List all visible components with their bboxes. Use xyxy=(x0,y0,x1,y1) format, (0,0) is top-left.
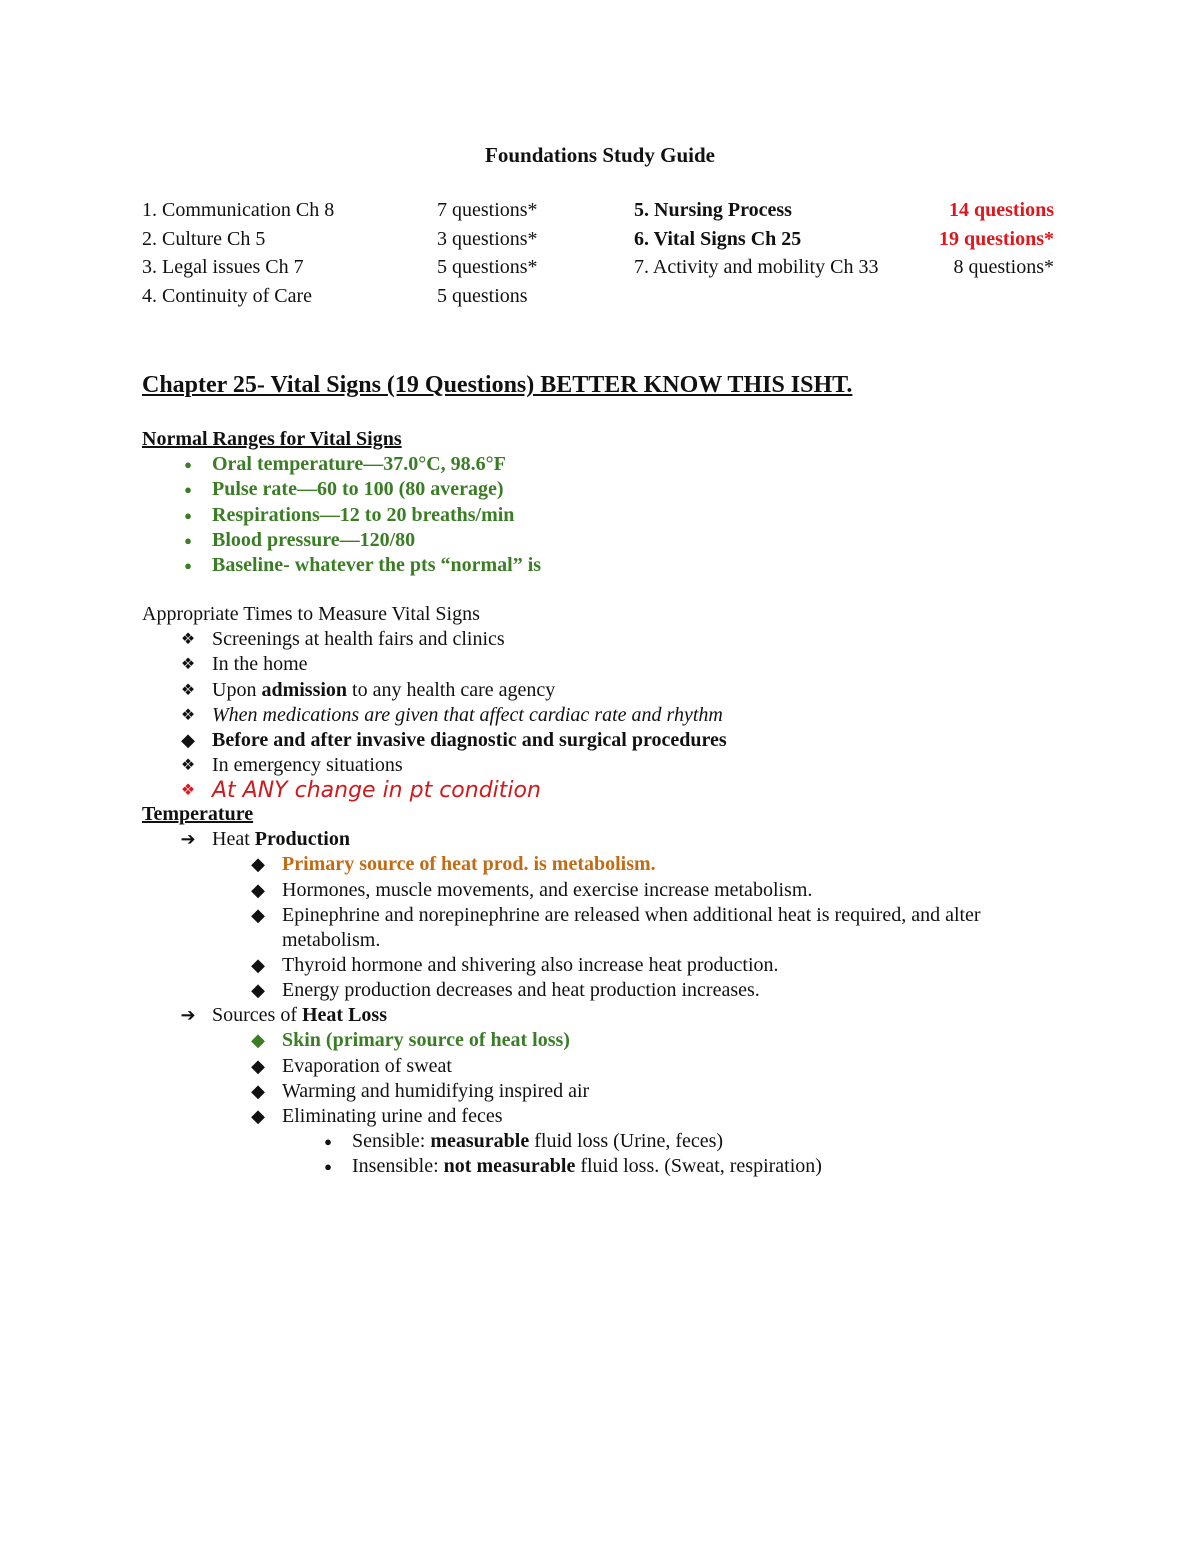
toc-item-label: 4. Continuity of Care xyxy=(142,284,312,307)
diamond-bullet-icon: ◆ xyxy=(251,904,265,925)
diamond-bullet-icon: ◆ xyxy=(251,854,265,875)
section-heading: Normal Ranges for Vital Signs xyxy=(142,428,402,450)
question-count-table xyxy=(142,198,1082,312)
section-heading: Temperature xyxy=(142,803,254,825)
list-item: ◆ Eliminating urine and feces xyxy=(142,1104,1102,1129)
list-item: ● Insensible: not measurable fluid loss. (Sweat, respiration) xyxy=(142,1154,1102,1179)
toc-item-count: 8 questions* xyxy=(953,256,1054,278)
diamond-bullet-icon: ◆ xyxy=(251,954,265,975)
list-item: ❖ When medications are given that affect cardiac rate and rhythm xyxy=(142,703,1102,728)
arrow-right-icon: ➔ xyxy=(180,1005,196,1026)
list-item: ❖ Screenings at health fairs and clinics xyxy=(142,627,1102,652)
bullet-dot-icon: ● xyxy=(184,507,192,523)
diamond-bullet-icon: ◆ xyxy=(251,979,265,1000)
list-item: ◆ Before and after invasive diagnostic and surgical procedures xyxy=(142,728,1102,753)
toc-item-label: 6. Vital Signs Ch 25 xyxy=(634,227,802,250)
list-item: ● Oral temperature—37.0°C, 98.6°F xyxy=(142,452,1102,477)
list-item: ◆ Warming and humidifying inspired air xyxy=(142,1079,1102,1104)
list-item: ◆ Hormones, muscle movements, and exercise increase metabolism. xyxy=(142,878,1102,903)
toc-row xyxy=(142,198,1082,227)
bullet-dot-icon: ● xyxy=(324,1159,332,1175)
toc-item-count: 19 questions* xyxy=(938,227,1054,250)
list-item: ◆ Evaporation of sweat xyxy=(142,1054,1102,1079)
toc-item-label: 2. Culture Ch 5 xyxy=(142,227,266,250)
normal-ranges-section xyxy=(142,427,1102,578)
list-item: ◆ Primary source of heat prod. is metabolism. xyxy=(142,852,1102,877)
diamond-bullet-icon: ◆ xyxy=(251,1105,265,1126)
toc-item-count: 5 questions* xyxy=(437,256,538,278)
list-item: ❖ In the home xyxy=(142,652,1102,677)
toc-item-count: 7 questions* xyxy=(437,199,538,221)
list-item: ● Blood pressure—120/80 xyxy=(142,528,1102,553)
diamond-bullet-icon: ◆ xyxy=(181,729,195,750)
diamond-bullet-icon: ◆ xyxy=(251,879,265,900)
bullet-dot-icon: ● xyxy=(184,482,192,498)
list-item: ❖ In emergency situations xyxy=(142,753,1102,778)
list-item: ● Pulse rate—60 to 100 (80 average) xyxy=(142,477,1102,502)
list-item: ◆ Energy production decreases and heat production increases. xyxy=(142,978,1102,1003)
list-item: ◆ Epinephrine and norepinephrine are released when additional heat is required, and alter metabolism. xyxy=(142,903,1102,953)
four-star-bullet-icon: ❖ xyxy=(180,681,196,699)
temperature-section xyxy=(142,802,1102,1179)
bullet-dot-icon: ● xyxy=(324,1134,332,1150)
toc-item-count: 3 questions* xyxy=(437,227,538,250)
toc-item-label: 3. Legal issues Ch 7 xyxy=(142,256,304,278)
section-heading: Appropriate Times to Measure Vital Signs xyxy=(142,603,480,625)
diamond-bullet-icon: ◆ xyxy=(251,1055,265,1076)
four-star-bullet-icon: ❖ xyxy=(180,656,196,674)
toc-row xyxy=(142,284,1082,313)
list-item: ● Baseline- whatever the pts “normal” is xyxy=(142,553,1102,578)
toc-item-count: 14 questions xyxy=(948,199,1054,221)
toc-row xyxy=(142,227,1082,256)
list-item: ◆ Thyroid hormone and shivering also increase heat production. xyxy=(142,953,1102,978)
list-item: ◆ Skin (primary source of heat loss) xyxy=(142,1028,1102,1053)
four-star-bullet-icon: ❖ xyxy=(180,757,196,775)
toc-row xyxy=(142,255,1082,284)
diamond-bullet-icon: ◆ xyxy=(251,1030,265,1051)
appropriate-times-section xyxy=(142,602,1102,804)
document-title: Foundations Study Guide xyxy=(485,143,715,167)
bullet-dot-icon: ● xyxy=(184,457,192,473)
list-item: ● Sensible: measurable fluid loss (Urine, feces) xyxy=(142,1129,1102,1154)
toc-item-label: 5. Nursing Process xyxy=(634,199,792,221)
list-item: ➔ Sources of Heat Loss xyxy=(142,1003,1102,1028)
four-star-bullet-icon: ❖ xyxy=(180,631,196,649)
four-star-bullet-icon: ❖ xyxy=(180,782,196,800)
four-star-bullet-icon: ❖ xyxy=(180,706,196,724)
list-item: ❖ Upon admission to any health care agency xyxy=(142,678,1102,703)
list-item: ❖ At ANY change in pt condition xyxy=(142,778,1102,803)
chapter-heading: Chapter 25- Vital Signs (19 Questions) BETTER KNOW THIS ISHT. xyxy=(142,372,853,398)
toc-item-label: 7. Activity and mobility Ch 33 xyxy=(634,256,879,278)
bullet-dot-icon: ● xyxy=(184,532,192,548)
bullet-dot-icon: ● xyxy=(184,557,192,573)
toc-item-count: 5 questions xyxy=(437,284,528,307)
diamond-bullet-icon: ◆ xyxy=(251,1080,265,1101)
toc-item-label: 1. Communication Ch 8 xyxy=(142,199,335,221)
arrow-right-icon: ➔ xyxy=(180,829,196,850)
list-item: ● Respirations—12 to 20 breaths/min xyxy=(142,503,1102,528)
list-item: ➔ Heat Production xyxy=(142,827,1102,852)
